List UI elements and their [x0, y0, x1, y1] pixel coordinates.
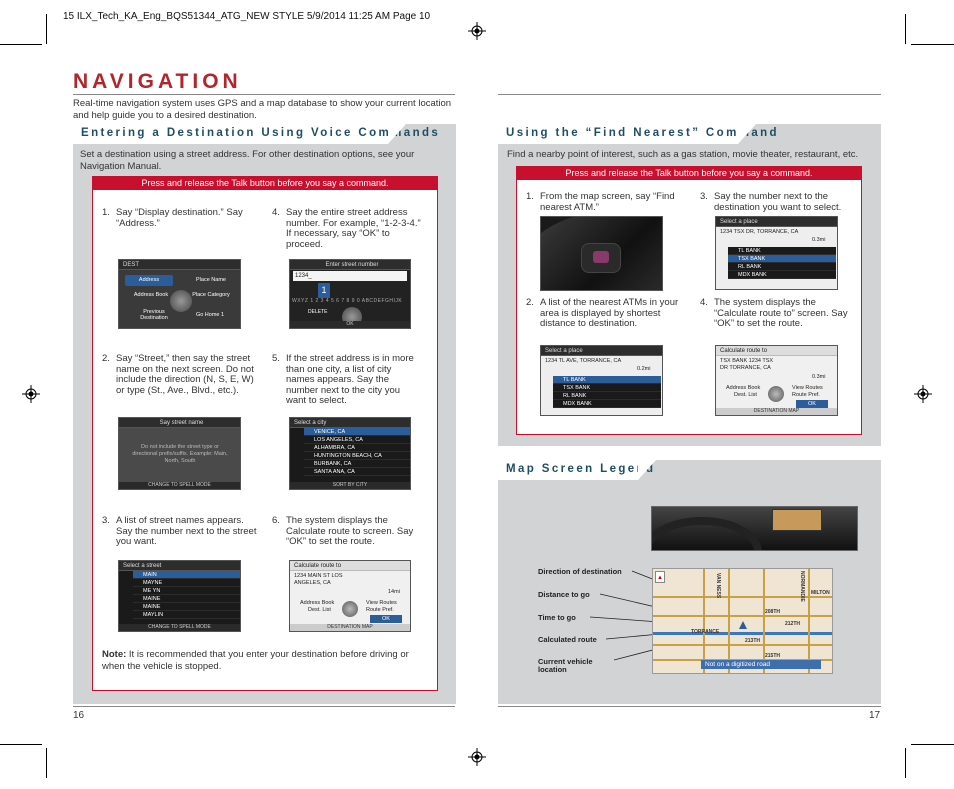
- page-number-left: 16: [73, 710, 85, 721]
- calc-route-screen: Calculate route to 1234 MAIN ST LOS ANGELES, CA 14mi Address Book View Routes Dest. List Route Pref. OK DESTINATION MAP: [289, 560, 411, 632]
- talk-tip: Press and release the Talk button before you say a command.: [517, 167, 861, 180]
- crop-mark: [905, 748, 906, 778]
- note-text: Note: It is recommended that you enter your destination before driving or when the vehicle is stopped.: [102, 649, 409, 672]
- select-city-screen: Select a city VENICE, CA LOS ANGELES, CA ALHAMBRA, CA HUNTINGTON BEACH, CA BURBANK, CA SANTA ANA, CA SORT BY CITY: [289, 417, 411, 490]
- registration-mark-icon: [914, 385, 932, 403]
- step-item: 4. The system displays the “Calculate route to” screen. Say “OK” to set the route.: [700, 297, 848, 329]
- step-item: 6. The system displays the Calculate route to screen. Say “OK” to set the route.: [272, 515, 414, 547]
- street-number-screen: Enter street number 1234_ 1 WXYZ 1 2 3 4 5 6 7 8 9 0 ABCDEFGHIJK DELETE OK: [289, 259, 411, 329]
- talk-button-icon: [593, 251, 609, 263]
- title-rule: [73, 94, 455, 95]
- dest-menu-screen: DEST Address Place Name Address Book Place Category Previous Destination Go Home 1: [118, 259, 241, 329]
- step-item: 1. From the map screen, say “Find nearest ATM.”: [526, 191, 675, 213]
- legend-label: Time to go: [538, 613, 576, 622]
- section-heading: Entering a Destination Using Voice Commands: [73, 124, 388, 144]
- step-item: 5. If the street address is in more than one city, a list of city names appears. Say the number next to the city you want to select.: [272, 353, 414, 406]
- page-number-right: 17: [869, 710, 881, 721]
- select-street-screen: Select a street MAIN MAYNE ME YN MAINE MAINE MAYLIN CHANGE TO SPELL MODE: [118, 560, 241, 632]
- registration-mark-icon: [468, 748, 486, 766]
- title-rule: [498, 94, 881, 95]
- crop-mark: [905, 14, 906, 44]
- footer-rule: [73, 706, 455, 707]
- map-status-banner: Not on a digitized road: [701, 660, 821, 669]
- intro-text: Real-time navigation system uses GPS and a map database to show your current location and help guide you to a desired destination.: [73, 98, 452, 121]
- step-item: 3. Say the number next to the destination you want to select.: [700, 191, 842, 213]
- dashboard-photo: [651, 506, 858, 551]
- legend-label: Direction of destination: [538, 567, 622, 576]
- section-heading: Map Screen Legend: [498, 460, 638, 480]
- section-heading: Using the “Find Nearest” Command: [498, 124, 738, 144]
- direction-arrow-icon: ▲: [655, 571, 665, 583]
- page-title: NAVIGATION: [73, 70, 242, 93]
- step-item: 1. Say “Display destination.” Say “Address.”: [102, 207, 243, 229]
- registration-mark-icon: [22, 385, 40, 403]
- crop-mark: [46, 14, 47, 44]
- crop-mark: [0, 744, 42, 745]
- select-place-screen: Select a place 1234 TSX DR, TORRANCE, CA 0.3mi TL BANK TSX BANK RL BANK MDX BANK: [715, 216, 838, 290]
- crop-mark: [0, 44, 42, 45]
- street-name-screen: Say street name Do not include the street type or directional prefix/suffix. Example: Main, North, South CHANGE TO SPELL MODE: [118, 417, 241, 490]
- footer-rule: [498, 706, 881, 707]
- print-header: 15 ILX_Tech_KA_Eng_BQS51344_ATG_NEW STYLE 5/9/2014 11:25 AM Page 10: [63, 11, 431, 22]
- section-text: Set a destination using a street address. For other destination options, see your Navigation Manual.: [80, 149, 415, 172]
- step-item: 2. A list of the nearest ATMs in your area is displayed by shortest distance to destination.: [526, 297, 679, 329]
- legend-label: Current vehicle location: [538, 657, 593, 674]
- map-screen: MILTON 208TH TORRANCE 212TH 213TH 215TH VAN NESS NORMANDIE ▲ Not on a digitized road: [652, 568, 833, 674]
- step-item: 3. A list of street names appears. Say the number next to the street you want.: [102, 515, 257, 547]
- legend-label: Calculated route: [538, 635, 597, 644]
- crop-mark: [46, 748, 47, 778]
- calc-route-screen: Calculate route to TSX BANK 1234 TSX DR TORRANCE, CA 0.3mi Address Book View Routes Dest. List Route Pref. OK DESTINATION MAP: [715, 345, 838, 416]
- steering-wheel-photo: [540, 216, 663, 291]
- select-place-screen: Select a place 1234 TL AVE, TORRANCE, CA 0.2mi TL BANK TSX BANK RL BANK MDX BANK: [540, 345, 663, 416]
- step-item: 4. Say the entire street address number. For example, “1-2-3-4.” If necessary, say “OK” to proceed.: [272, 207, 421, 250]
- registration-mark-icon: [468, 22, 486, 40]
- legend-label: Distance to go: [538, 590, 590, 599]
- step-item: 2. Say “Street,” then say the street name on the next screen. Do not include the direction (N, S, E, W) or type (St., Ave., Blvd., etc.).: [102, 353, 254, 396]
- section-text: Find a nearby point of interest, such as a gas station, movie theater, restaurant, etc.: [507, 149, 859, 160]
- vehicle-position-icon: [739, 621, 747, 629]
- talk-tip: Press and release the Talk button before you say a command.: [93, 177, 437, 190]
- crop-mark: [911, 744, 954, 745]
- crop-mark: [911, 44, 954, 45]
